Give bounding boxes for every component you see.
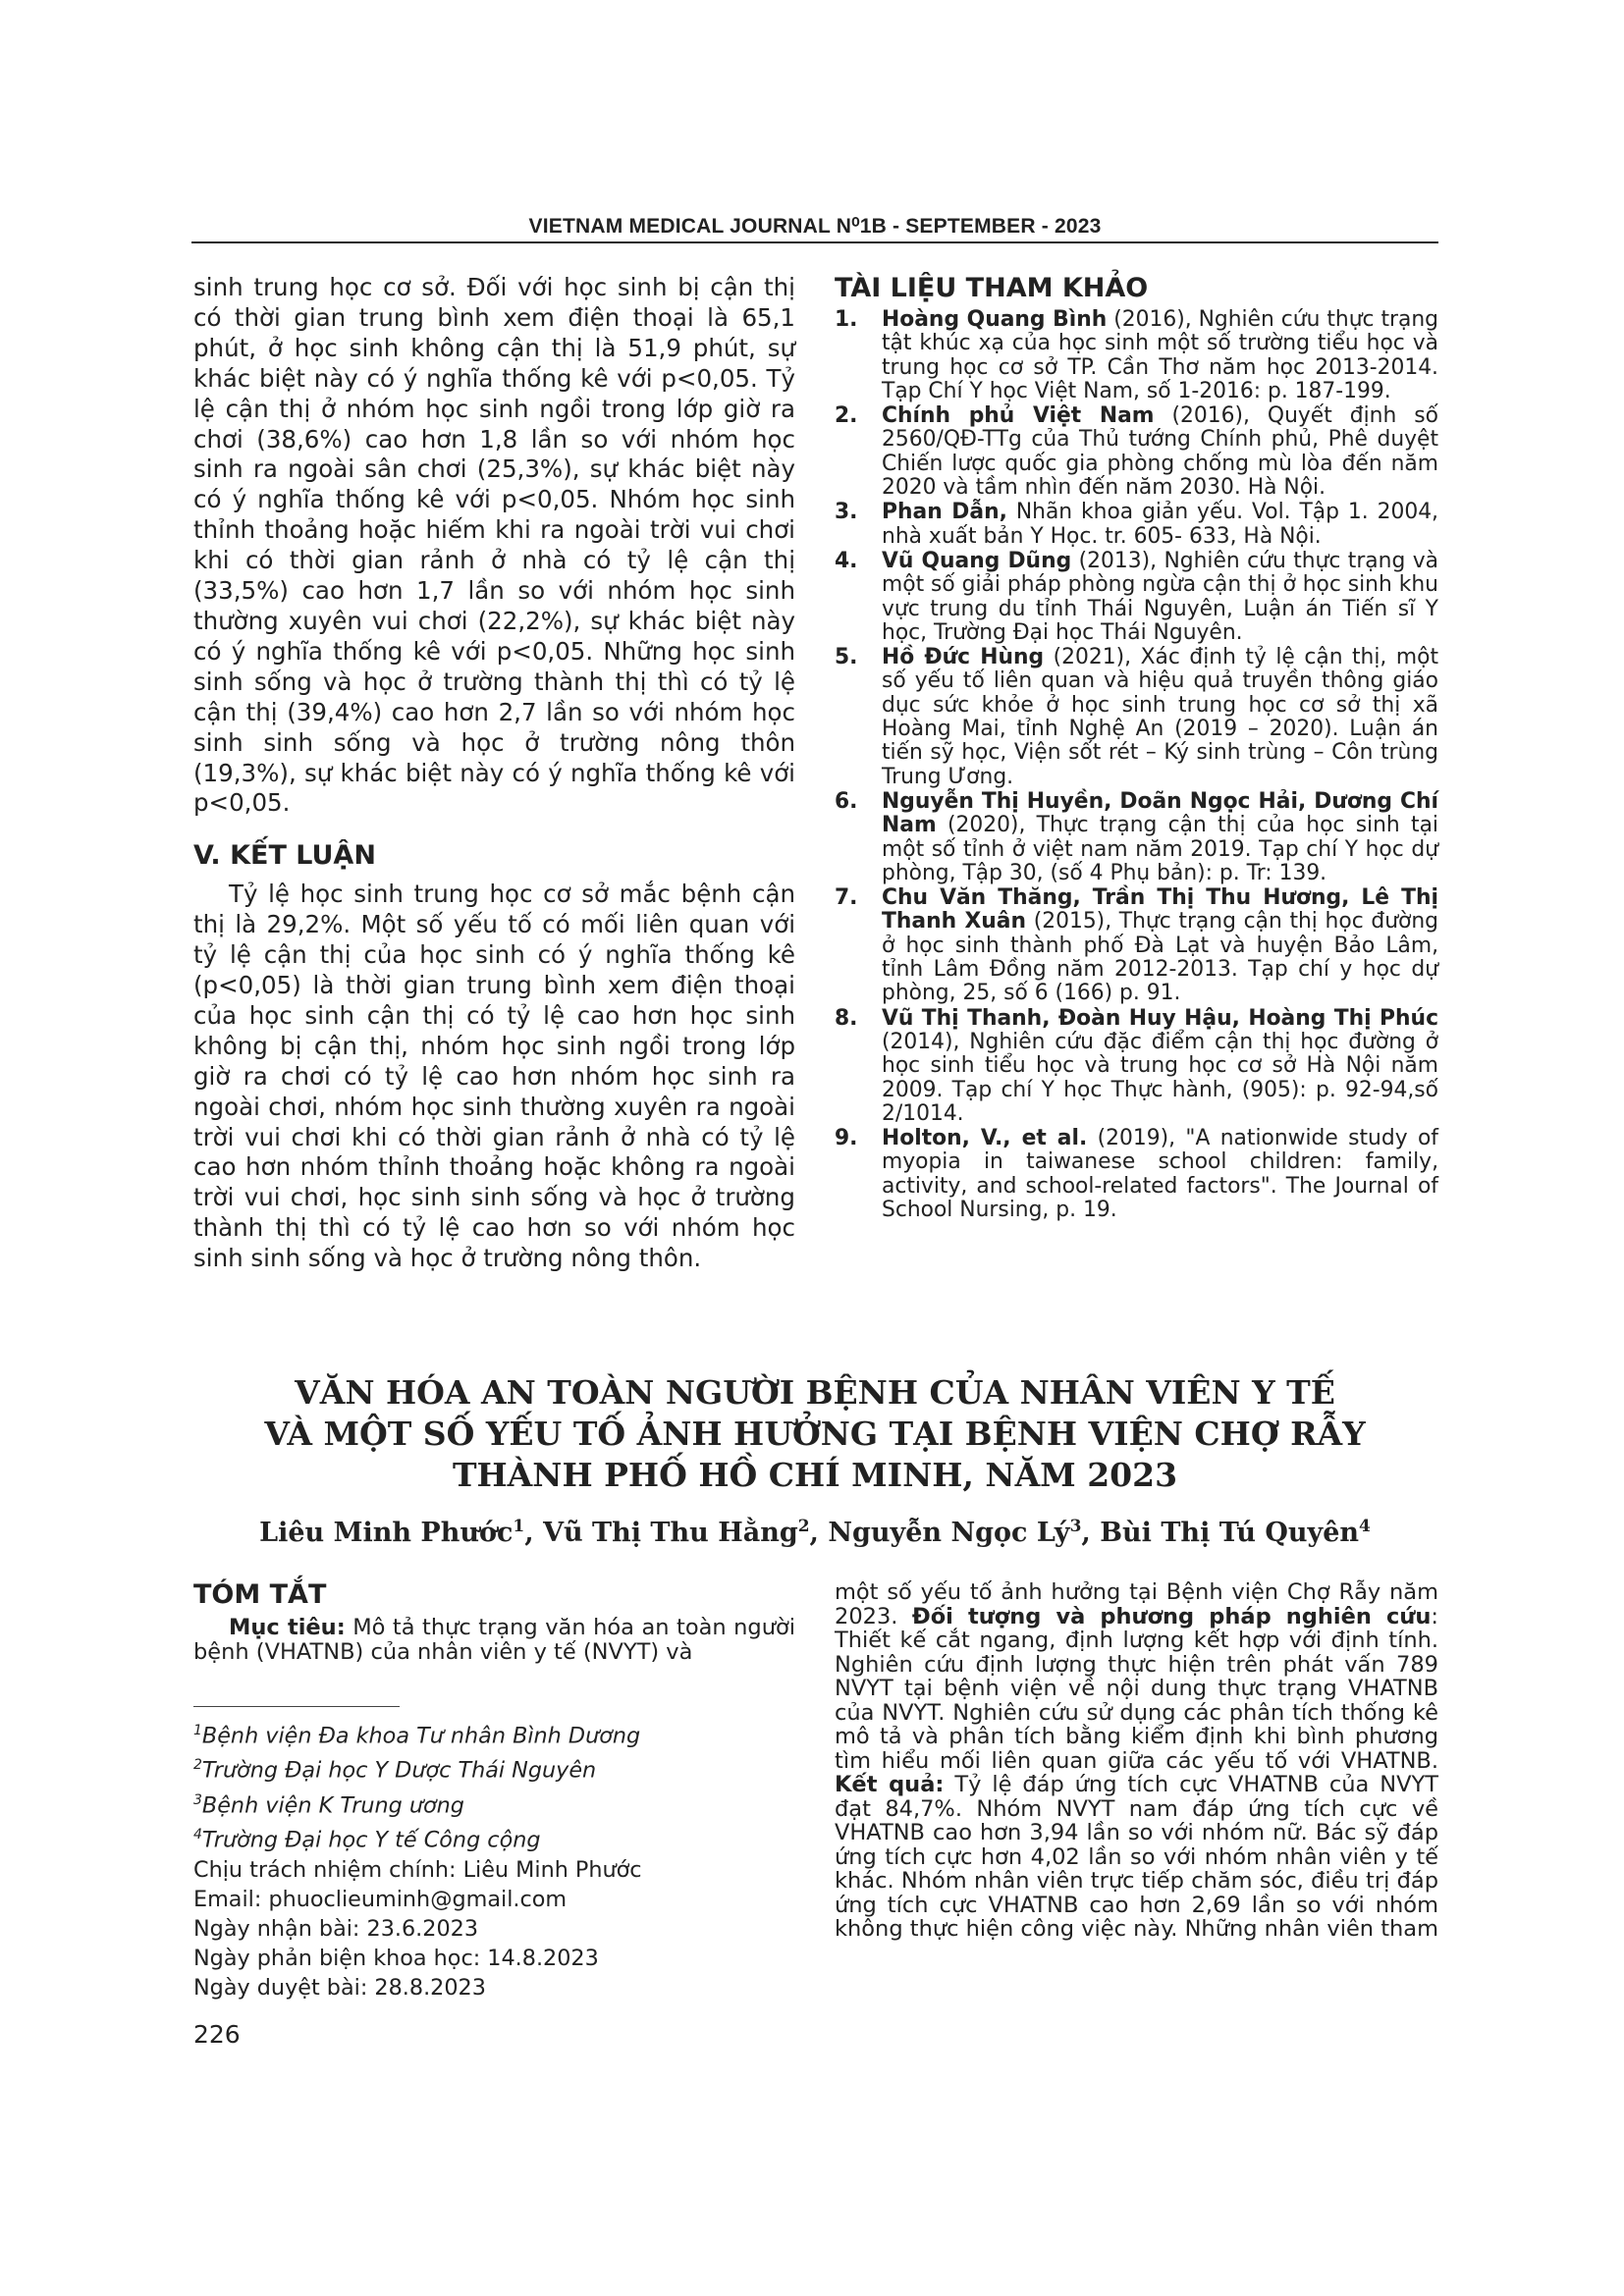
corresponding-author: Chịu trách nhiệm chính: Liêu Minh Phước <box>193 1856 642 1883</box>
article-title-line: VĂN HÓA AN TOÀN NGƯỜI BỆNH CỦA NHÂN VIÊN Y TẾ <box>295 1373 1335 1412</box>
reference-number: 8. <box>835 1005 858 1031</box>
footnote-mark: 2 <box>193 1757 202 1774</box>
abstract-body <box>835 1580 1438 1942</box>
reference-number: 5. <box>835 645 858 670</box>
footnote-affiliation <box>193 1750 795 1785</box>
author-name: Vũ Thị Thu Hằng <box>543 1518 798 1548</box>
results-label: Kết quả: <box>835 1772 945 1797</box>
abstract-heading: TÓM TẮT <box>193 1579 327 1610</box>
reference-text: (2021), Xác định tỷ lệ cận thị, một số yếu tố liên quan và hiệu quả truyền thông giáo dục sức khỏe ở học sinh trung học cơ sở thị xã Hoàng Mai, tỉnh Nghệ An (2019 – 2020). Luận án tiến sỹ học, Viện sốt rét – Ký sinh trùng – Côn trùng Trung Ương. <box>882 645 1438 789</box>
footnote-text: Trường Đại học Y Dược Thái Nguyên <box>201 1757 597 1784</box>
reference-item <box>835 404 1438 500</box>
conclusion-heading: V. KẾT LUẬN <box>193 840 376 872</box>
abstract-right <box>835 1580 1438 1942</box>
reference-number: 3. <box>835 500 858 525</box>
reference-item <box>835 308 1438 403</box>
reference-item <box>835 790 1438 885</box>
abstract-objective <box>193 1616 795 1664</box>
reference-number: 7. <box>835 885 858 911</box>
reference-item <box>835 886 1438 1005</box>
reference-text: (2013), Nghiên cứu thực trạng và một số giải pháp phòng ngừa cận thị ở học sinh khu vực trung du tỉnh Thái Nguyên, Luận án Tiến sĩ Y học, Trường Đại học Thái Nguyên. <box>882 548 1438 645</box>
reference-authors: Vũ Thị Thanh, Đoàn Huy Hậu, Hoàng Thị Phúc <box>882 1005 1438 1031</box>
reference-item <box>835 1127 1438 1222</box>
reference-number: 4. <box>835 548 858 573</box>
reference-item <box>835 501 1438 549</box>
methods-text: : Thiết kế cắt ngang, định lượng kết hợp với định tính. Nghiên cứu định lượng thực hiện trên phát vấn 789 NVYT tại bệnh viện về nội dung thực trạng VHATNB của NVYT. Nghiên cứu sử dụng các phân tích thống kê mô tả và phân tích bằng kiểm định khi bình phương tìm hiểu mối liên quan giữa các yếu tố với VHATNB. <box>835 1603 1438 1774</box>
results-text: Tỷ lệ đáp ứng tích cực VHATNB của NVYT đạt 84,7%. Nhóm NVYT nam đáp ứng tích cực về VHATNB cao hơn 3,94 lần so với nhóm nữ. Bác sỹ đáp ứng tích cực hơn 4,02 lần so với nhóm nhân viên y tế khác. Nhóm nhân viên trực tiếp chăm sóc, điều trị đáp ứng tích cực VHATNB cao hơn 2,69 lần so với nhóm không thực hiện công việc này. Những nhân viên tham <box>835 1772 1438 1942</box>
left-column <box>193 273 795 1274</box>
footnote-affiliation <box>193 1786 795 1820</box>
footnote-text: Trường Đại học Y tế Công cộng <box>201 1827 541 1853</box>
footnote-mark: 4 <box>193 1827 202 1843</box>
article-title-line: VÀ MỘT SỐ YẾU TỐ ẢNH HƯỞNG TẠI BỆNH VIỆN CHỢ RẪY <box>264 1415 1366 1453</box>
journal-header: VIETNAM MEDICAL JOURNAL N⁰1B - SEPTEMBER - 2023 <box>528 215 1102 238</box>
author-affiliation-mark: 3 <box>1069 1517 1082 1536</box>
page-number: 226 <box>193 2020 241 2049</box>
reference-text: (2019), "A nationwide study of myopia in taiwanese school children: family, activity, and school-related factors". The Journal of School Nursing, p. 19. <box>882 1126 1438 1222</box>
author-name: Bùi Thị Tú Quyên <box>1100 1518 1360 1548</box>
reference-item <box>835 646 1438 789</box>
reference-number: 9. <box>835 1126 858 1151</box>
reference-authors: Phan Dẫn, <box>882 500 1007 525</box>
footnote-text: Bệnh viện K Trung ương <box>201 1792 464 1819</box>
objective-text: Mô tả thực trạng văn hóa an toàn người bệnh (VHATNB) của nhân viên y tế (NVYT) và <box>193 1615 795 1665</box>
abstract-continuation: một số yếu tố ảnh hưởng tại Bệnh viện Chợ Rẫy năm 2023. <box>835 1579 1438 1629</box>
footnote-rule <box>193 1706 400 1707</box>
reference-authors: Chính phủ Việt Nam <box>882 403 1155 429</box>
reference-text: (2016), Nghiên cứu thực trạng tật khúc xạ của học sinh một số trường tiểu học và trung học cơ sở TP. Cần Thơ năm học 2013-2014. Tạp Chí Y học Việt Nam, số 1-2016: p. 187-199. <box>882 307 1439 403</box>
author-list: Liêu Minh Phước$^1$, Vũ Thị Thu Hằng$^2$, Nguyễn Ngọc $Lý^3$, Bùi Thị Tú Quyên$^4$ <box>259 1517 1371 1548</box>
article-title <box>191 1372 1438 1496</box>
objective-label: Mục tiêu: <box>229 1615 346 1640</box>
reference-authors: Nguyễn Thị Huyền, Doãn Ngọc Hải, Dương Chí Nam <box>882 788 1438 838</box>
footnote-affiliation <box>193 1716 795 1750</box>
references-heading: TÀI LIỆU THAM KHẢO <box>835 273 1149 303</box>
footnote-affiliation <box>193 1820 795 1854</box>
reference-authors: Vũ Quang Dũng <box>882 548 1072 573</box>
header-rule <box>191 241 1438 243</box>
footnote-text: Bệnh viện Đa khoa Tư nhân Bình Dương <box>201 1723 641 1749</box>
footnote-mark: 3 <box>193 1791 202 1808</box>
author-affiliation-mark: 4 <box>1359 1517 1371 1536</box>
methods-label: Đối tượng và phương pháp nghiên cứu <box>911 1603 1432 1629</box>
date-accepted: Ngày duyệt bài: 28.8.2023 <box>193 1974 486 2001</box>
reference-authors: Hoàng Quang Bình <box>882 307 1108 332</box>
email: Email: phuoclieuminh@gmail.com <box>193 1886 568 1912</box>
author-name: Liêu Minh Phước <box>259 1518 514 1548</box>
reference-text: (2015), Thực trạng cận thị học đường ở học sinh thành phố Đà Lạt và huyện Bảo Lâm, tỉnh Lâm Đồng năm 2012-2013. Tạp chí y học dự phòng, 25, số 6 (166) p. 91. <box>882 909 1438 1006</box>
reference-number: 6. <box>835 788 858 814</box>
conclusion-paragraph: Tỷ lệ học sinh trung học cơ sở mắc bệnh cận thị là 29,2%. Một số yếu tố có mối liên quan với tỷ lệ cận thị của học sinh có ý nghĩa thống kê (p<0,05) là thời gian trung bình xem điện thoại của học sinh cận thị có tỷ lệ cao hơn học sinh không bị cận thị, nhóm học sinh ngồi trong lớp giờ ra chơi có tỷ lệ cao hơn nhóm học sinh ra ngoài chơi, nhóm học sinh thường xuyên ra ngoài trời vui chơi khi có thời gian rảnh ở nhà có tỷ lệ cao hơn nhóm thỉnh thoảng hoặc không ra ngoài trời vui chơi, học sinh sinh sống và học ở trường thành thị thì có tỷ lệ cao hơn so với nhóm học sinh sinh sống và học ở trường nông thôn. <box>193 880 795 1273</box>
date-received: Ngày nhận bài: 23.6.2023 <box>193 1915 479 1942</box>
abstract-left <box>193 1578 795 1664</box>
footnote-mark: 1 <box>193 1723 202 1738</box>
reference-text: (2014), Nghiên cứu đặc điểm cận thị học đường ở học sinh tiểu học và trung học cơ sở Hà Nội năm 2009. Tạp chí Y học Thực hành, (905): p. 92-94,số 2/1014. <box>882 1029 1438 1126</box>
reference-text: (2020), Thực trạng cận thị của học sinh tại một số tỉnh ở việt nam năm 2019. Tạp chí Y học dự phòng, Tập 30, (số 4 Phụ bản): p. Tr: 139. <box>882 813 1438 885</box>
reference-number: 2. <box>835 403 858 429</box>
reference-item <box>835 1007 1438 1126</box>
reference-text: Nhãn khoa giản yếu. Vol. Tập 1. 2004, nhà xuất bản Y Học. tr. 605- 633, Hà Nội. <box>882 500 1438 549</box>
reference-authors: Holton, V., et al. <box>882 1126 1088 1151</box>
reference-number: 1. <box>835 307 858 332</box>
references-column <box>835 273 1438 1223</box>
author-affiliation-mark: 1 <box>513 1517 525 1536</box>
footnotes <box>193 1716 795 2002</box>
article-title-line: THÀNH PHỐ HỒ CHÍ MINH, NĂM 2023 <box>452 1456 1178 1494</box>
reference-authors: Chu Văn Thăng, Trần Thị Thu Hương, Lê Thị Thanh Xuân <box>882 885 1438 934</box>
discussion-paragraph: sinh trung học cơ sở. Đối với học sinh bị cận thị có thời gian trung bình xem điện thoại là 65,1 phút, ở học sinh không cận thị là 51,9 phút, sự khác biệt này có ý nghĩa thống kê với p<0,05. Tỷ lệ cận thị ở nhóm học sinh ngồi trong lớp giờ ra chơi (38,6%) cao hơn 1,8 lần so với nhóm học sinh ra ngoài sân chơi (25,3%), sự khác biệt này có ý nghĩa thống kê với p<0,05. Nhóm học sinh thỉnh thoảng hoặc hiếm khi ra ngoài trời vui chơi khi có thời gian rảnh ở nhà có tỷ lệ cận thị (33,5%) cao hơn 1,7 lần so với nhóm học sinh thường xuyên vui chơi (22,2%), sự khác biệt này có ý nghĩa thống kê với p<0,05. Những học sinh sinh sống và học ở trường thành thị thì có tỷ lệ cận thị (39,4%) cao hơn 2,7 lần so với nhóm học sinh sinh sống và học ở trường nông thôn (19,3%), sự khác biệt này có ý nghĩa thống kê với p<0,05. <box>193 273 795 818</box>
reference-authors: Hồ Đức Hùng <box>882 645 1045 670</box>
reference-text: (2016), Quyết định số 2560/QĐ-TTg của Thủ tướng Chính phủ, Phê duyệt Chiến lược quốc gia phòng chống mù lòa đến năm 2020 và tầm nhìn đến năm 2030. Hà Nội. <box>882 403 1438 501</box>
author-affiliation-mark: 2 <box>797 1517 810 1536</box>
author-name: Nguyễn Ngọc Lý <box>828 1518 1070 1548</box>
date-reviewed: Ngày phản biện khoa học: 14.8.2023 <box>193 1945 599 1971</box>
reference-item <box>835 550 1438 645</box>
